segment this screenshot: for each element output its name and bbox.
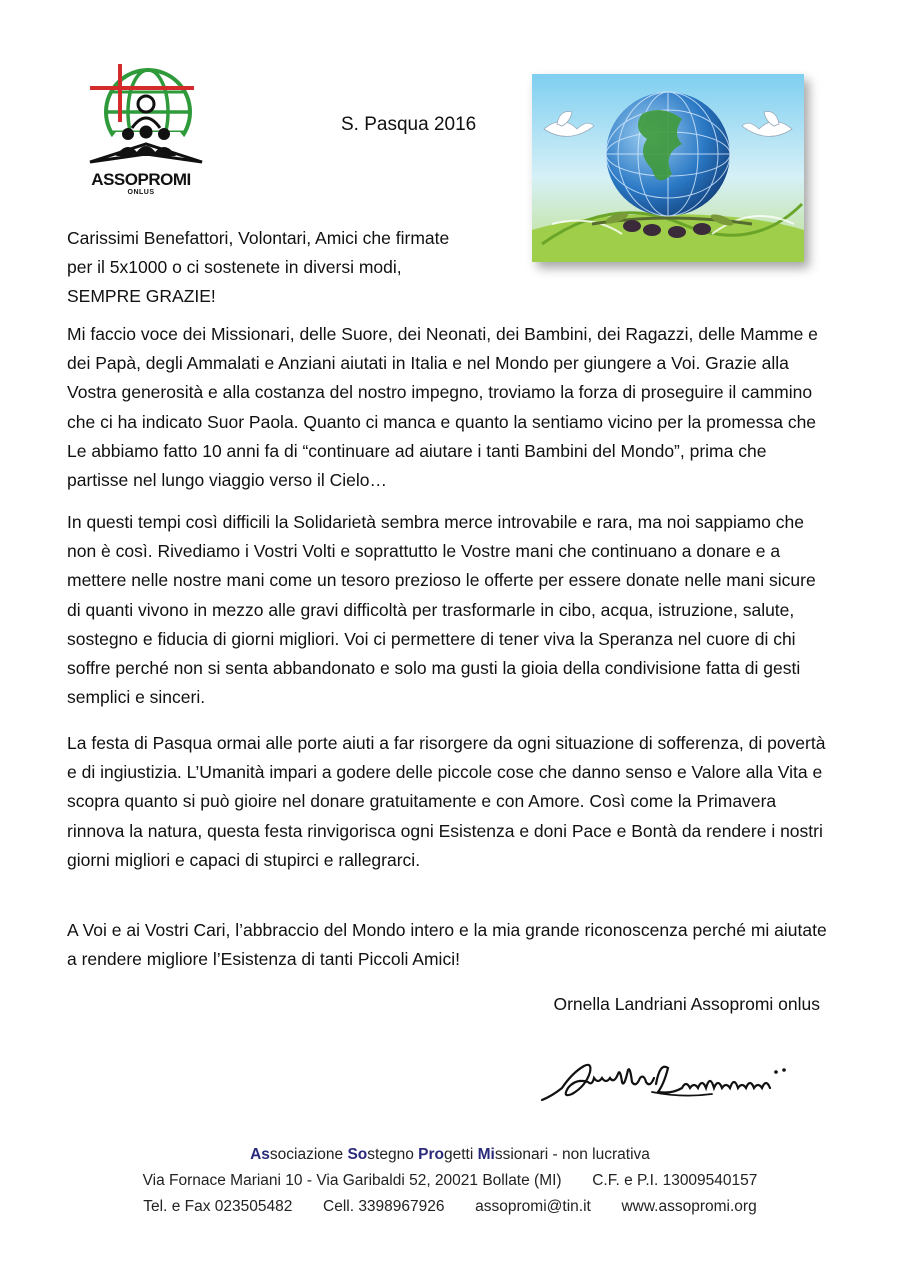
footer-website-link[interactable]: www.assopromi.org <box>621 1198 757 1215</box>
footer-org-initial: Pro <box>418 1146 444 1163</box>
globe-illustration <box>532 74 804 262</box>
paragraph-3: La festa di Pasqua ormai alle porte aiuti a far risorgere da ogni situazione di sofferenza, di povertà e di ingiustizia. L’Umanità impari a godere delle piccole cose che danno senso e Valore alla Vita e scopra quanto si può gioire nel donare gratuitamente e con Amore. Così come la Primavera rinnova la natura, questa festa rinvigorisca ogni Esistenza e doni Pace e Bontà da rendere i nostri giorni migliori e capaci di stupirci e rallegrarci. <box>67 733 826 870</box>
footer-org-initial: Mi <box>477 1146 495 1163</box>
greeting-line: SEMPRE GRAZIE! <box>67 286 216 307</box>
footer-address: Via Fornace Mariani 10 - Via Garibaldi 52, 20021 Bollate (MI) <box>142 1172 562 1189</box>
logo-subtitle: ONLUS <box>127 189 155 196</box>
paragraph-4: A Voi e ai Vostri Cari, l’abbraccio del Mondo intero e la mia grande riconoscenza perché mi aiutate a rendere migliore l’Esistenza di tanti Piccoli Amici! <box>67 920 827 970</box>
signoff: Ornella Landriani Assopromi onlus <box>553 994 820 1014</box>
footer-org-text: stegno <box>367 1146 419 1163</box>
footer-org-initial: As <box>250 1146 270 1163</box>
logo-name: ASSOPROMI <box>91 170 191 189</box>
footer-address-line <box>0 1172 900 1190</box>
footer-org-text: ssionari - non lucrativa <box>494 1146 650 1163</box>
footer-organization <box>0 1146 900 1164</box>
footer-org-text: getti <box>443 1146 478 1163</box>
globe-doves-icon <box>532 74 804 262</box>
assopromi-logo <box>76 62 206 202</box>
footer-tax-id: C.F. e P.I. 13009540157 <box>592 1172 758 1189</box>
paragraph-1: Mi faccio voce dei Missionari, delle Suore, dei Neonati, dei Bambini, dei Ragazzi, delle Mamme e dei Papà, degli Ammalati e Anziani aiutati in Italia e nel Mondo per giungere a Voi. Grazie alla Vostra generosità e alla costanza del nostro impegno, troviamo la forza di proseguire il cammino che ci ha indicato Suor Paola. Quanto ci manca e quanto la sentiamo vicino per la promessa che Le abbiamo fatto 10 anni fa di “continuare ad aiutare i tanti Bambini del Mondo”, prima che partisse nel lungo viaggio verso il Cielo… <box>67 324 818 491</box>
date-heading: S. Pasqua 2016 <box>341 114 477 135</box>
footer-org-text: sociazione <box>269 1146 348 1163</box>
greeting-line: per il 5x1000 o ci sostenete in diversi modi, <box>67 257 402 278</box>
greeting-line: Carissimi Benefattori, Volontari, Amici che firmate <box>67 228 450 248</box>
footer-contact-line <box>0 1198 900 1216</box>
handwritten-signature-icon <box>532 1048 812 1118</box>
paragraph-2: In questi tempi così difficili la Solidarietà sembra merce introvabile e rara, ma noi sappiamo che non è così. Rivediamo i Vostri Volti e soprattutto le Vostre mani che continuano a donare e a mettere nelle nostre mani come un tesoro prezioso le offerte per essere donate nelle mani sicure di quanti vivono in mezzo alle gravi difficoltà per trasformarle in cibo, acqua, istruzione, salute, sostegno e fiducia di giorni migliori. Voi ci permettere di tener viva la Speranza nel cuore di chi soffre perché non si senta abbandonato e solo ma gusti la gioia della condivisione fatta di gesti semplici e sinceri. <box>67 512 816 708</box>
footer-phone: Tel. e Fax 023505482 <box>143 1198 293 1215</box>
footer-email-link[interactable]: assopromi@tin.it <box>475 1198 591 1215</box>
greeting <box>67 224 507 312</box>
footer-cell: Cell. 3398967926 <box>323 1198 445 1215</box>
footer-org-initial: So <box>347 1146 368 1163</box>
globe-cross-logo-icon <box>76 62 206 172</box>
